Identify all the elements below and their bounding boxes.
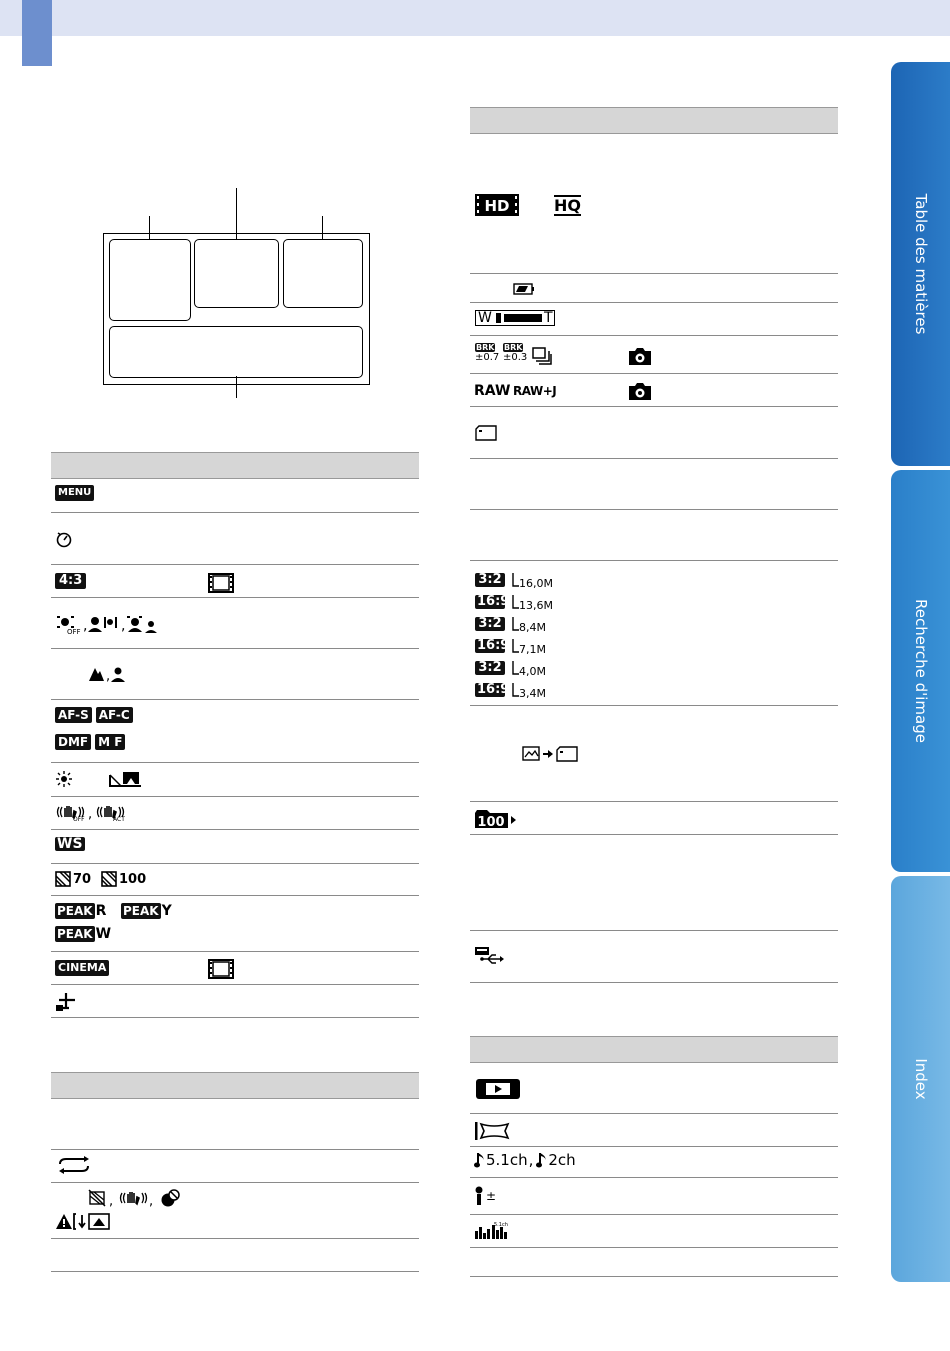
folder-icon <box>474 809 518 829</box>
image-size-row: 16:9 3,4M <box>477 682 546 700</box>
zebra-70-icon: 70 <box>55 871 91 887</box>
screen-diagram <box>103 233 370 385</box>
top-accent-square <box>22 0 52 66</box>
svg-text:,: , <box>106 669 111 683</box>
image-size-list <box>475 569 553 701</box>
continuous-shooting-icon <box>532 347 552 365</box>
svg-text:,: , <box>149 1194 154 1209</box>
wind-noise-icon: WS <box>57 836 83 852</box>
white-balance-sun-icon <box>55 770 73 788</box>
tab-label: Recherche d'image <box>911 599 930 743</box>
raw-icon: RAW <box>474 383 511 399</box>
cinematone-icon: CINEMA <box>55 960 109 976</box>
peaking-white-icon: PEAK W <box>57 926 112 942</box>
diagram-leader-right <box>322 216 323 239</box>
diagram-area-bottom <box>109 326 363 378</box>
memory-card-icon <box>475 425 497 441</box>
diagram-leader-center <box>236 188 237 239</box>
table-header-row <box>470 1036 838 1063</box>
mic-level-icon: ± <box>474 1186 496 1206</box>
warning-icons-row-1 <box>88 1189 184 1209</box>
zoom-indicator: W T <box>475 310 555 326</box>
repeat-icon <box>55 1156 93 1174</box>
svg-text:OFF: OFF <box>73 816 85 822</box>
bracket-03-icon: BRK ±0.3 <box>503 343 528 363</box>
image-size-row: 16:9 7,1M <box>477 638 546 656</box>
custom-white-balance-icon <box>109 770 143 788</box>
bracket-07-icon: BRK ±0.7 <box>475 343 500 363</box>
svg-text:,: , <box>83 618 88 634</box>
svg-text:HD: HD <box>484 197 510 215</box>
hd-quality-icon <box>475 194 519 216</box>
image-size-row: 16:9 13,6M <box>477 594 553 612</box>
svg-text:ACT: ACT <box>113 816 125 822</box>
playback-icon <box>476 1079 520 1099</box>
movie-film-icon <box>208 573 234 593</box>
tab-index[interactable] <box>891 876 950 1282</box>
table-header-row <box>51 1072 419 1099</box>
af-mode-icons: AF-S AF-C <box>55 707 133 723</box>
tab-label: Index <box>911 1058 930 1100</box>
menu-icon: MENU <box>55 485 94 501</box>
image-size-row: 3:2 8,4M <box>475 613 553 635</box>
zebra-100-icon: 100 <box>101 871 146 887</box>
steadyshot-icons <box>55 804 131 822</box>
movie-film-icon <box>208 959 234 979</box>
face-detection-icons <box>55 614 159 636</box>
raw-jpeg-icon: RAW+J <box>513 384 557 398</box>
top-header-bar <box>0 0 950 36</box>
right-indicator-table-2 <box>470 1036 838 1281</box>
self-timer-icon <box>55 530 73 548</box>
svg-text:5.1ch: 5.1ch <box>494 1222 508 1228</box>
tab-table-of-contents[interactable] <box>891 62 950 466</box>
peaking-red-icon: PEAK R <box>57 903 107 919</box>
audio-channel-icons: 5.1ch , 2ch <box>474 1151 576 1169</box>
image-size-row: 3:2 16,0M <box>475 569 553 591</box>
tab-label: Table des matières <box>911 193 930 335</box>
svg-text:,: , <box>109 1194 114 1209</box>
peaking-yellow-icon: PEAK Y <box>123 903 172 919</box>
aspect-ratio-icon: 4:3 <box>55 573 86 589</box>
diagram-leader-left <box>149 216 150 239</box>
battery-icon <box>513 283 535 295</box>
svg-text:OFF: OFF <box>67 628 81 636</box>
svg-text:,: , <box>121 618 126 634</box>
image-size-row: 3:2 4,0M <box>475 657 553 679</box>
scene-mode-icons <box>88 665 126 683</box>
table-header-row <box>470 107 838 134</box>
left-indicator-table-2 <box>51 1072 419 1277</box>
camera-icon <box>628 381 652 401</box>
usb-connection-icon <box>474 945 506 967</box>
diagram-area-right <box>283 239 363 308</box>
camera-icon <box>628 346 652 366</box>
diagram-leader-bottom <box>236 376 237 398</box>
panorama-playback-icon <box>474 1121 510 1141</box>
svg-text:100: 100 <box>477 815 505 829</box>
left-indicator-table-1 <box>51 452 419 1022</box>
audio-level-meter-icon <box>474 1222 508 1242</box>
svg-text:,: , <box>88 807 93 822</box>
focus-mode-icons: DMF M F <box>55 734 125 750</box>
tab-image-search[interactable] <box>891 470 950 872</box>
airplane-mode-icon <box>55 991 77 1013</box>
diagram-area-center <box>194 239 279 308</box>
hq-quality-icon: HQ <box>554 196 581 215</box>
diagram-area-left <box>109 239 191 321</box>
table-header-row <box>51 452 419 479</box>
copy-to-card-icon <box>522 745 582 763</box>
right-indicator-table-1 <box>470 107 838 987</box>
warning-icons-row-2 <box>55 1212 111 1232</box>
